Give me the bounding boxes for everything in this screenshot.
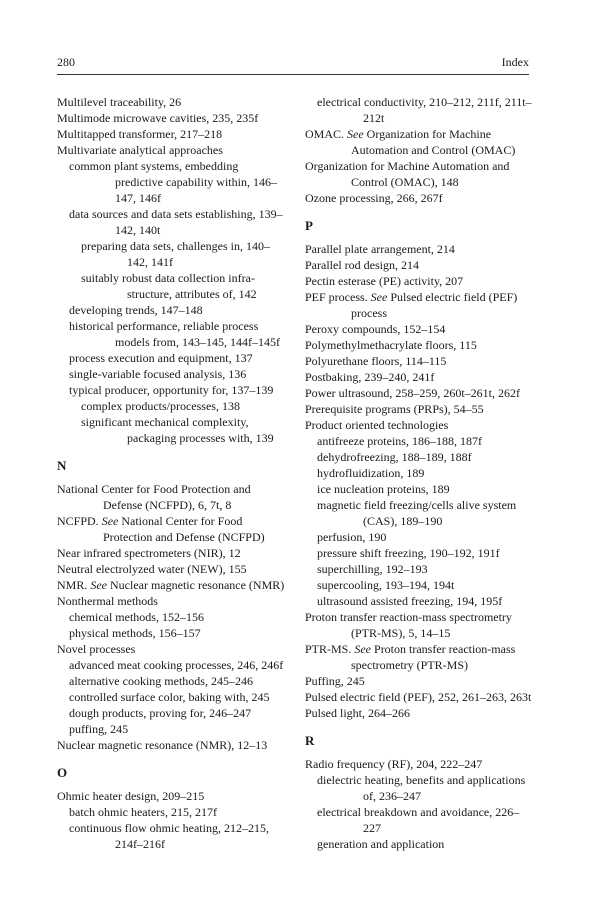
- index-entry: batch ohmic heaters, 215, 217f: [69, 805, 217, 819]
- index-entry: pressure shift freezing, 190–192, 191f: [317, 546, 500, 560]
- index-entry: generation and application: [317, 837, 445, 851]
- index-entry: Polyurethane floors, 114–115: [305, 354, 447, 368]
- left-column: [57, 94, 289, 852]
- o-continued-entries: [305, 94, 537, 206]
- see-reference: See: [347, 127, 364, 141]
- index-entry: electrical conductivity, 210–212, 211f, 211t–212t: [317, 95, 532, 125]
- index-entry: single-variable focused analysis, 136: [69, 367, 247, 381]
- index-entry: superchilling, 192–193: [317, 562, 428, 576]
- see-reference: See: [101, 514, 119, 528]
- m-entries: [57, 94, 289, 446]
- index-entry: ultrasound assisted freezing, 194, 195f: [317, 594, 503, 608]
- index-entry: Near infrared spectrometers (NIR), 12: [57, 546, 241, 560]
- page-header: [57, 54, 529, 70]
- index-entry: National Center for Food Protection and Defense (NCFPD), 6, 7t, 8: [57, 482, 251, 512]
- entry-target: Organization for Machine Automation and Control (OMAC): [351, 127, 516, 157]
- entry-term: OMAC.: [305, 127, 348, 141]
- index-entry: Proton transfer reaction-mass spectrometry (PTR-MS), 5, 14–15: [305, 610, 512, 640]
- header-rule: [57, 74, 529, 75]
- index-entry: Novel processes: [57, 642, 136, 656]
- section-letter-p: P: [305, 218, 313, 233]
- index-entry: antifreeze proteins, 186–188, 187f: [317, 434, 482, 448]
- index-entry: [305, 126, 537, 158]
- index-entry: suitably robust data collection infra-structure, attributes of, 142: [81, 271, 257, 301]
- index-entry: common plant systems, embedding predictive capability within, 146–147, 146f: [69, 159, 277, 205]
- index-entry: dielectric heating, benefits and applications of, 236–247: [317, 773, 526, 803]
- index-entry: Peroxy compounds, 152–154: [305, 322, 446, 336]
- see-reference: See: [370, 290, 388, 304]
- index-entry: magnetic field freezing/cells alive system (CAS), 189–190: [317, 498, 517, 528]
- index-entry: Nonthermal methods: [57, 594, 158, 608]
- index-entry: Multilevel traceability, 26: [57, 95, 182, 109]
- r-entries: [305, 756, 537, 852]
- index-entry: developing trends, 147–148: [69, 303, 203, 317]
- index-entry: Neutral electrolyzed water (NEW), 155: [57, 562, 247, 576]
- index-entry: continuous flow ohmic heating, 212–215, 214f–216f: [69, 821, 269, 851]
- index-entry: ice nucleation proteins, 189: [317, 482, 450, 496]
- entry-term: NCFPD.: [57, 514, 102, 528]
- index-entry: Multimode microwave cavities, 235, 235f: [57, 111, 259, 125]
- index-entry: puffing, 245: [69, 722, 129, 736]
- p-entries: [305, 241, 537, 721]
- index-entry: process execution and equipment, 137: [69, 351, 253, 365]
- index-entry: [57, 577, 289, 593]
- see-reference: See: [90, 578, 107, 592]
- index-entry: Ozone processing, 266, 267f: [305, 191, 443, 205]
- index-entry: Postbaking, 239–240, 241f: [305, 370, 435, 384]
- index-entry: typical producer, opportunity for, 137–139: [69, 383, 274, 397]
- index-entry: perfusion, 190: [317, 530, 387, 544]
- entry-term: NMR.: [57, 578, 91, 592]
- entry-term: PTR-MS.: [305, 642, 355, 656]
- index-entry: physical methods, 156–157: [69, 626, 201, 640]
- index-entry: historical performance, reliable process models from, 143–145, 144f–145f: [69, 319, 280, 349]
- see-reference: See: [354, 642, 372, 656]
- index-entry: Pectin esterase (PE) activity, 207: [305, 274, 464, 288]
- index-entry: chemical methods, 152–156: [69, 610, 204, 624]
- section-letter-o: O: [57, 765, 68, 780]
- entry-term: PEF process.: [305, 290, 371, 304]
- index-entry: significant mechanical complexity, packaging processes with, 139: [81, 415, 274, 445]
- index-entry: Puffing, 245: [305, 674, 365, 688]
- index-entry: Polymethylmethacrylate floors, 115: [305, 338, 477, 352]
- index-entry: advanced meat cooking processes, 246, 246f: [69, 658, 284, 672]
- index-entry: Product oriented technologies: [305, 418, 449, 432]
- index-entry: controlled surface color, baking with, 245: [69, 690, 270, 704]
- entry-target: Pulsed electric field (PEF) process: [351, 290, 518, 320]
- index-entry: Radio frequency (RF), 204, 222–247: [305, 757, 483, 771]
- right-column: [305, 94, 537, 852]
- index-entry: complex products/processes, 138: [81, 399, 240, 413]
- n-entries: [57, 481, 289, 753]
- index-entry: data sources and data sets establishing, 139–142, 140t: [69, 207, 283, 237]
- index-entry: Nuclear magnetic resonance (NMR), 12–13: [57, 738, 268, 752]
- index-entry: dehydrofreezing, 188–189, 188f: [317, 450, 472, 464]
- index-entry: Parallel rod design, 214: [305, 258, 419, 272]
- index-entry: [305, 641, 537, 673]
- section-letter-n: N: [57, 458, 67, 473]
- index-entry: supercooling, 193–194, 194t: [317, 578, 455, 592]
- entry-target: National Center for Food Protection and Defense (NCFPD): [103, 514, 265, 544]
- index-entry: dough products, proving for, 246–247: [69, 706, 252, 720]
- section-letter-r: R: [305, 733, 315, 748]
- index-entry: Multitapped transformer, 217–218: [57, 127, 223, 141]
- index-entry: Ohmic heater design, 209–215: [57, 789, 205, 803]
- index-entry: electrical breakdown and avoidance, 226–227: [317, 805, 520, 835]
- o-entries: [57, 788, 289, 852]
- index-entry: preparing data sets, challenges in, 140–142, 141f: [81, 239, 270, 269]
- running-head: Index: [501, 55, 529, 69]
- entry-target: Nuclear magnetic resonance (NMR): [107, 578, 285, 592]
- index-entry: alternative cooking methods, 245–246: [69, 674, 253, 688]
- index-entry: Parallel plate arrangement, 214: [305, 242, 455, 256]
- index-entry: Organization for Machine Automation and Control (OMAC), 148: [305, 159, 510, 189]
- entry-target: Proton transfer reaction-mass spectrometry (PTR-MS): [351, 642, 516, 672]
- index-entry: Power ultrasound, 258–259, 260t–261t, 262f: [305, 386, 520, 400]
- index-entry: Pulsed light, 264–266: [305, 706, 411, 720]
- index-entry: Multivariate analytical approaches: [57, 143, 223, 157]
- index-entry: Pulsed electric field (PEF), 252, 261–263, 263t: [305, 690, 532, 704]
- index-entry: hydrofluidization, 189: [317, 466, 425, 480]
- index-entry: [305, 289, 537, 321]
- index-entry: Prerequisite programs (PRPs), 54–55: [305, 402, 484, 416]
- index-entry: [57, 513, 289, 545]
- page-number: 280: [57, 55, 75, 69]
